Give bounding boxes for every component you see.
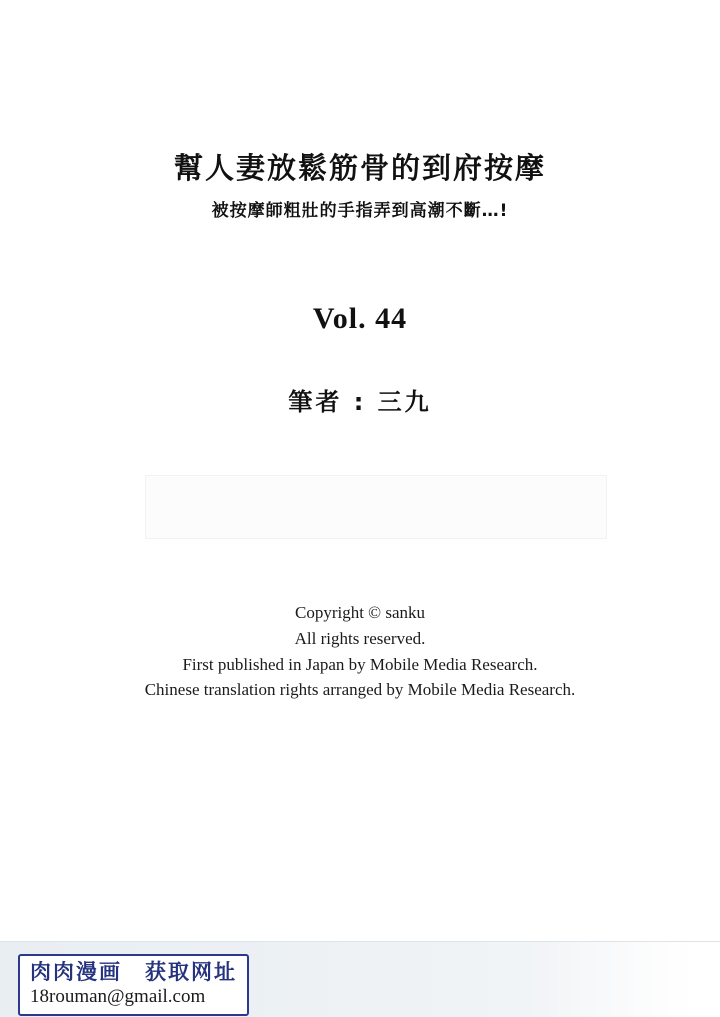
volume-label: Vol. 44: [312, 302, 408, 335]
copyright-line-1: Copyright © sanku: [294, 603, 426, 622]
watermark-email: 18rouman@gmail.com: [30, 986, 206, 1008]
copyright-line-3: First published in Japan by Mobile Media Research.: [182, 654, 538, 674]
copyright-line-2: All rights reserved.: [294, 628, 426, 648]
page-subtitle: 被按摩師粗壯的手指弄到高潮不斷…!: [211, 201, 509, 222]
page-title: 幫人妻放鬆筋骨的到府按摩: [173, 151, 546, 185]
title-block: [0, 150, 720, 222]
copyright-block: [0, 600, 720, 703]
copyright-line-4: Chinese translation rights arranged by Mobile Media Research.: [144, 680, 576, 700]
watermark-box: [18, 954, 249, 1016]
author-label: 筆者 : 三九: [288, 388, 432, 416]
watermark-banner: [0, 941, 720, 1017]
watermark-fade-overlay: [540, 942, 720, 1017]
watermark-site-title: 肉肉漫画 获取网址: [30, 960, 237, 984]
blank-placeholder-band: [145, 475, 607, 539]
